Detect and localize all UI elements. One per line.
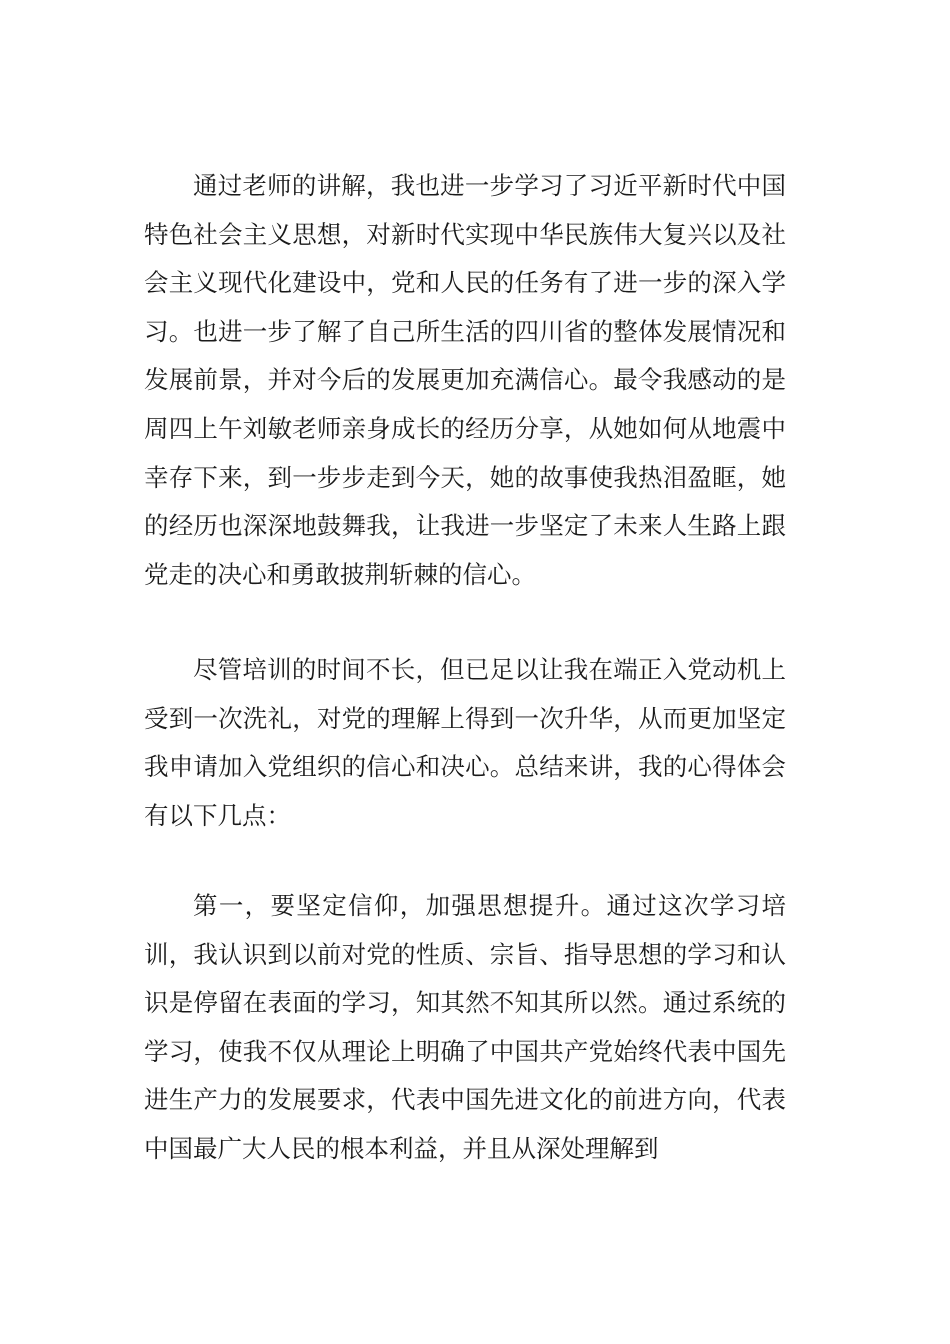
paragraph-summary-intro: 尽管培训的时间不长，但已足以让我在端正入党动机上受到一次洗礼，对党的理解上得到一次升华，从而更加坚定我申请加入党组织的信心和决心。总结来讲，我的心得体会有以下几点： xyxy=(144,655,786,830)
paragraph-training-reflection: 通过老师的讲解，我也进一步学习了习近平新时代中国特色社会主义思想，对新时代实现中华民族伟大复兴以及社会主义现代化建设中，党和人民的任务有了进一步的深入学习。也进一步了解了自己所生活的四川省的整体发展情况和发展前景，并对今后的发展更加充满信心。最令我感动的是周四上午刘敏老师亲身成长的经历分享，从她如何从地震中幸存下来，到一步步走到今天，她的故事使我热泪盈眶，她的经历也深深地鼓舞我，让我进一步坚定了未来人生路上跟党走的决心和勇敢披荆斩棘的信心。 xyxy=(144,171,786,589)
paragraph-point-one: 第一，要坚定信仰，加强思想提升。通过这次学习培训，我认识到以前对党的性质、宗旨、指导思想的学习和认识是停留在表面的学习，知其然不知其所以然。通过系统的学习，使我不仅从理论上明确了中国共产党始终代表中国先进生产力的发展要求，代表中国先进文化的前进方向，代表中国最广大人民的根本利益，并且从深处理解到 xyxy=(144,891,786,1163)
